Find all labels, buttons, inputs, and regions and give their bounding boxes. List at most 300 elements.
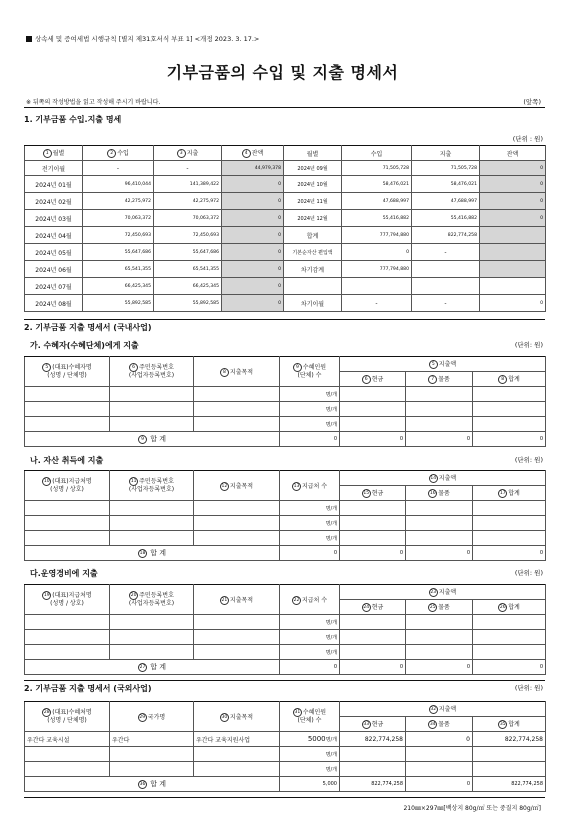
expense-cell: - xyxy=(154,161,222,176)
cash-cell: 822,774,258 xyxy=(340,732,406,747)
section2-title: 2. 기부금품 지출 명세서 (국내사업) xyxy=(24,323,152,332)
total-goods: 0 xyxy=(406,546,473,561)
table-row xyxy=(25,630,546,645)
item-number: 25 xyxy=(429,605,436,610)
count-cell: 명/개 xyxy=(280,747,340,762)
name-cell xyxy=(25,501,110,516)
month-cell: 2024년 12월 xyxy=(284,210,342,227)
month-cell: 2024년 02월 xyxy=(25,193,83,210)
item-number: 28 xyxy=(43,710,50,715)
item-number: 14 xyxy=(430,476,437,481)
item-number: 9 xyxy=(293,363,302,372)
overseas-spending-title: 2. 기부금품 지출 명세서 (국외사업) xyxy=(24,684,152,693)
purpose-cell xyxy=(194,417,280,432)
header-balance-2: 잔액 xyxy=(480,146,546,161)
purpose-cell xyxy=(194,615,280,630)
count-cell: 명/개 xyxy=(280,531,340,546)
month-cell: 차기감계 xyxy=(284,261,342,278)
item-number: 7 xyxy=(428,375,437,384)
id-cell xyxy=(110,402,194,417)
goods-cell: 0 xyxy=(406,732,473,747)
balance-cell: 44,979,378 xyxy=(222,161,284,176)
cash-cell xyxy=(340,615,406,630)
item-number: 36 xyxy=(139,781,146,787)
item-number: 17 xyxy=(499,491,506,496)
total-cash: 0 xyxy=(340,660,406,675)
income-cell: 71,505,728 xyxy=(342,161,412,176)
total-sum: 0 xyxy=(473,546,546,561)
header-spend: 32 지출액 xyxy=(340,702,546,717)
country-cell: 우간다 xyxy=(110,732,194,747)
month-cell: 2024년 05월 xyxy=(25,244,83,261)
sum-cell xyxy=(473,417,546,432)
asset-spending-title: 나. 자산 취득에 지출 xyxy=(30,456,104,465)
header-count: 13 지급처 수 xyxy=(280,471,340,501)
table-row xyxy=(25,531,546,546)
table-row xyxy=(25,278,546,295)
item-number: 5 xyxy=(42,363,51,372)
item-number: 30 xyxy=(221,714,228,720)
income-cell: 0 xyxy=(342,244,412,261)
header-month-2: 월별 xyxy=(284,146,342,161)
total-row xyxy=(25,660,546,675)
table-row xyxy=(25,732,546,747)
expense-cell: 66,425,345 xyxy=(154,278,222,295)
header-purpose: 30 지출목적 xyxy=(194,702,280,732)
total-goods: 0 xyxy=(406,777,473,792)
balance-cell: 0 xyxy=(222,295,284,312)
name-cell: 우간다 교육시설 xyxy=(25,732,110,747)
page-side-label: (앞쪽) xyxy=(523,98,541,106)
header-sum: 8 합계 xyxy=(473,372,546,387)
goods-cell xyxy=(406,645,473,660)
item-number: 27 xyxy=(139,664,146,670)
cash-cell xyxy=(340,630,406,645)
table-row xyxy=(25,387,546,402)
name-cell xyxy=(25,531,110,546)
month-cell: 기본순자산 편입액 xyxy=(284,244,342,261)
balance-cell: 0 xyxy=(222,210,284,227)
income-cell: 55,416,882 xyxy=(342,210,412,227)
table-row xyxy=(25,295,546,312)
count-cell: 명/개 xyxy=(280,501,340,516)
id-cell xyxy=(110,645,194,660)
income-cell: 65,541,355 xyxy=(83,261,154,278)
cash-cell xyxy=(340,501,406,516)
header-cash: 6 현금 xyxy=(340,372,406,387)
goods-cell xyxy=(406,516,473,531)
month-cell xyxy=(284,278,342,295)
income-cell: 72,450,693 xyxy=(83,227,154,244)
header-count: 31 수혜인원 (단체) 수 xyxy=(280,702,340,732)
overseas-spending-unit: (단위: 원) xyxy=(514,684,543,692)
cash-cell xyxy=(340,387,406,402)
item-number: 6 xyxy=(129,363,138,372)
purpose-cell xyxy=(194,645,280,660)
item-number: 13 xyxy=(293,483,300,489)
goods-cell xyxy=(406,501,473,516)
name-cell xyxy=(25,645,110,660)
balance-cell xyxy=(480,278,546,295)
name-cell xyxy=(25,630,110,645)
goods-cell xyxy=(406,387,473,402)
name-cell xyxy=(25,747,110,762)
header-goods: 16 물품 xyxy=(406,486,473,501)
table-header-row xyxy=(25,357,546,372)
income-cell: 42,275,972 xyxy=(83,193,154,210)
recipient-spending-table xyxy=(24,356,546,447)
header-spend: 14 지출액 xyxy=(340,471,546,486)
asset-spending-unit: (단위: 원) xyxy=(514,456,543,464)
id-cell xyxy=(110,630,194,645)
month-cell: 합계 xyxy=(284,227,342,244)
purpose-cell xyxy=(194,402,280,417)
recipient-spending-unit: (단위: 원) xyxy=(514,341,543,349)
count-cell: 명/개 xyxy=(280,402,340,417)
expense-cell xyxy=(412,278,480,295)
month-cell: 2024년 06월 xyxy=(25,261,83,278)
expense-cell: 141,389,422 xyxy=(154,176,222,193)
count-cell: 명/개 xyxy=(280,762,340,777)
count-cell: 명/개 xyxy=(280,417,340,432)
month-cell: 전기이월 xyxy=(25,161,83,176)
purpose-cell: 우간다 교육지원사업 xyxy=(194,732,280,747)
item-number: 24 xyxy=(363,605,370,610)
purpose-cell xyxy=(194,516,280,531)
goods-cell xyxy=(406,762,473,777)
header-cash: 33 현금 xyxy=(340,717,406,732)
header-name: 10 (대표)지급처명 (성명 / 상호) xyxy=(25,471,110,501)
balance-cell: 0 xyxy=(222,261,284,278)
total-sum: 822,774,258 xyxy=(473,777,546,792)
count-cell: 명/개 xyxy=(280,615,340,630)
balance-cell xyxy=(480,261,546,278)
total-row xyxy=(25,546,546,561)
sum-cell xyxy=(473,387,546,402)
table-row xyxy=(25,402,546,417)
recipient-spending-title: 가. 수혜자(수혜단체)에게 지출 xyxy=(30,341,139,350)
expense-cell: 65,541,355 xyxy=(154,261,222,278)
expense-cell: - xyxy=(412,244,480,261)
total-label: 9 합 계 xyxy=(25,432,280,447)
balance-cell xyxy=(480,227,546,244)
name-cell xyxy=(25,615,110,630)
income-cell: 70,063,372 xyxy=(83,210,154,227)
header-name: 5 (대표)수혜자명 (성명 / 단체명) xyxy=(25,357,110,387)
income-cell: 777,794,880 xyxy=(342,227,412,244)
header-name: 28 (대표)수혜처명 (성명 / 단체명) xyxy=(25,702,110,732)
item-number: 35 xyxy=(499,722,506,727)
header-spend: 5 지출액 xyxy=(340,357,546,372)
purpose-cell xyxy=(194,531,280,546)
id-cell xyxy=(110,501,194,516)
item-number: 20 xyxy=(130,593,137,598)
income-cell: 47,688,997 xyxy=(342,193,412,210)
item-number: 32 xyxy=(430,707,437,712)
cash-cell xyxy=(340,531,406,546)
form-reference-text: 상속세 및 증여세법 시행규칙 [별지 제31호서식 부표 1] <개정 2023. 3. 17.> xyxy=(35,35,260,43)
balance-cell: 0 xyxy=(480,210,546,227)
id-cell xyxy=(110,516,194,531)
goods-cell xyxy=(406,615,473,630)
table-row xyxy=(25,210,546,227)
header-purpose: 21 지출목적 xyxy=(194,585,280,615)
expense-cell: 47,688,997 xyxy=(412,193,480,210)
expense-cell: 55,892,585 xyxy=(154,295,222,312)
country-cell xyxy=(110,747,194,762)
expense-cell: 71,505,728 xyxy=(412,161,480,176)
cash-cell xyxy=(340,762,406,777)
income-cell: 777,794,880 xyxy=(342,261,412,278)
goods-cell xyxy=(406,402,473,417)
table-row xyxy=(25,193,546,210)
total-sum: 0 xyxy=(473,660,546,675)
operating-spending-table xyxy=(24,584,546,675)
item-number: 10 xyxy=(43,479,50,484)
item-number: 11 xyxy=(130,479,137,484)
sum-cell xyxy=(473,645,546,660)
header-purpose: 8 지출목적 xyxy=(194,357,280,387)
operating-spending-unit: (단위: 원) xyxy=(514,569,543,577)
month-cell: 2024년 07월 xyxy=(25,278,83,295)
month-cell: 2024년 10월 xyxy=(284,176,342,193)
id-cell xyxy=(110,531,194,546)
goods-cell xyxy=(406,747,473,762)
cash-cell xyxy=(340,747,406,762)
count-cell: 명/개 xyxy=(280,645,340,660)
item-number: 34 xyxy=(429,722,436,727)
goods-cell xyxy=(406,630,473,645)
item-number: 8 xyxy=(498,375,507,384)
purpose-cell xyxy=(194,747,280,762)
item-number: 8 xyxy=(220,368,229,377)
table-header-row xyxy=(25,146,546,161)
month-cell: 차기이월 xyxy=(284,295,342,312)
item-number: 9 xyxy=(138,435,147,444)
sum-cell xyxy=(473,531,546,546)
cash-cell xyxy=(340,417,406,432)
balance-cell: 0 xyxy=(480,161,546,176)
header-month: 1 월별 xyxy=(25,146,83,161)
item-number: 6 xyxy=(362,375,371,384)
income-cell: - xyxy=(342,295,412,312)
total-cash: 0 xyxy=(340,432,406,447)
total-count: 5,000 xyxy=(280,777,340,792)
id-cell xyxy=(110,417,194,432)
item-number: 29 xyxy=(139,714,146,720)
total-row xyxy=(25,777,546,792)
section3-divider xyxy=(24,680,545,681)
header-expense: 3 지출 xyxy=(154,146,222,161)
name-cell xyxy=(25,417,110,432)
purpose-cell xyxy=(194,762,280,777)
balance-cell: 0 xyxy=(222,278,284,295)
total-cash: 822,774,258 xyxy=(340,777,406,792)
month-cell: 2024년 09월 xyxy=(284,161,342,176)
sum-cell: 822,774,258 xyxy=(473,732,546,747)
count-cell: 5000명/개 xyxy=(280,732,340,747)
item-number: 16 xyxy=(429,491,436,496)
month-cell: 2024년 11월 xyxy=(284,193,342,210)
month-cell: 2024년 01월 xyxy=(25,176,83,193)
header-id-number: 11 주민등록번호 (사업자등록번호) xyxy=(110,471,194,501)
balance-cell: 0 xyxy=(222,227,284,244)
goods-cell xyxy=(406,417,473,432)
item-number: 23 xyxy=(430,590,437,595)
count-cell: 명/개 xyxy=(280,630,340,645)
header-goods: 34 물품 xyxy=(406,717,473,732)
balance-cell xyxy=(480,244,546,261)
total-label: 36 합 계 xyxy=(25,777,280,792)
table-row xyxy=(25,747,546,762)
header-cash: 15 현금 xyxy=(340,486,406,501)
header-sum: 26 합계 xyxy=(473,600,546,615)
table-row xyxy=(25,227,546,244)
overseas-spending-table xyxy=(24,701,546,792)
expense-cell xyxy=(412,261,480,278)
sum-cell xyxy=(473,501,546,516)
header-income: 2 수입 xyxy=(83,146,154,161)
total-sum: 0 xyxy=(473,432,546,447)
id-cell xyxy=(110,615,194,630)
month-cell: 2024년 04월 xyxy=(25,227,83,244)
form-reference xyxy=(26,34,259,43)
expense-cell: 55,416,882 xyxy=(412,210,480,227)
purpose-cell xyxy=(194,387,280,402)
total-label: 27 합 계 xyxy=(25,660,280,675)
id-cell xyxy=(110,387,194,402)
section1-title: 1. 기부금품 수입.지출 명세 xyxy=(24,115,122,124)
header-count: 22 지급처 수 xyxy=(280,585,340,615)
sum-cell xyxy=(473,615,546,630)
cash-cell xyxy=(340,516,406,531)
header-id-number: 20 주민등록번호 (사업자등록번호) xyxy=(110,585,194,615)
income-cell: 58,476,021 xyxy=(342,176,412,193)
balance-cell: 0 xyxy=(222,193,284,210)
header-divider xyxy=(24,107,545,108)
item-number: 12 xyxy=(221,483,228,489)
item-number: 26 xyxy=(499,605,506,610)
income-cell: 96,410,044 xyxy=(83,176,154,193)
table-header-row xyxy=(25,585,546,600)
expense-cell: 55,647,686 xyxy=(154,244,222,261)
header-sum: 35 합계 xyxy=(473,717,546,732)
income-cell: 55,892,585 xyxy=(83,295,154,312)
bottom-divider xyxy=(24,797,545,798)
expense-cell: 58,476,021 xyxy=(412,176,480,193)
header-purpose: 12 지출목적 xyxy=(194,471,280,501)
income-cell xyxy=(342,278,412,295)
income-cell: 55,647,686 xyxy=(83,244,154,261)
name-cell xyxy=(25,387,110,402)
purpose-cell xyxy=(194,630,280,645)
header-expense-2: 지출 xyxy=(412,146,480,161)
name-cell xyxy=(25,516,110,531)
cash-cell xyxy=(340,402,406,417)
total-row xyxy=(25,432,546,447)
header-goods: 25 물품 xyxy=(406,600,473,615)
total-goods: 0 xyxy=(406,660,473,675)
country-cell xyxy=(110,762,194,777)
total-cash: 0 xyxy=(340,546,406,561)
count-cell: 명/개 xyxy=(280,387,340,402)
total-count: 0 xyxy=(280,432,340,447)
table-row xyxy=(25,244,546,261)
count-cell: 명/개 xyxy=(280,516,340,531)
header-country: 29 국가명 xyxy=(110,702,194,732)
section2-divider xyxy=(24,319,545,320)
item-number: 15 xyxy=(363,491,370,496)
table-row xyxy=(25,762,546,777)
income-cell: - xyxy=(83,161,154,176)
month-cell: 2024년 08월 xyxy=(25,295,83,312)
sum-cell xyxy=(473,630,546,645)
header-spend: 23 지출액 xyxy=(340,585,546,600)
header-name: 19 (대표)지급처명 (성명 / 상호) xyxy=(25,585,110,615)
expense-cell: 70,063,372 xyxy=(154,210,222,227)
balance-cell: 0 xyxy=(222,244,284,261)
item-number: 22 xyxy=(293,597,300,603)
item-number: 18 xyxy=(139,550,146,556)
expense-cell: - xyxy=(412,295,480,312)
balance-cell: 0 xyxy=(222,176,284,193)
table-row xyxy=(25,261,546,278)
balance-cell: 0 xyxy=(480,176,546,193)
table-row xyxy=(25,501,546,516)
total-label: 18 합 계 xyxy=(25,546,280,561)
table-header-row xyxy=(25,471,546,486)
table-row xyxy=(25,161,546,176)
table-row xyxy=(25,645,546,660)
balance-cell: 0 xyxy=(480,193,546,210)
sum-cell xyxy=(473,402,546,417)
header-cash: 24 현금 xyxy=(340,600,406,615)
total-count: 0 xyxy=(280,660,340,675)
name-cell xyxy=(25,402,110,417)
document-title: 기부금품의 수입 및 지출 명세서 xyxy=(166,63,399,82)
header-id-number: 6 주민등록번호 (사업자등록번호) xyxy=(110,357,194,387)
header-balance: 4 잔액 xyxy=(222,146,284,161)
item-number: 31 xyxy=(294,710,301,715)
table-row xyxy=(25,516,546,531)
asset-spending-table xyxy=(24,470,546,561)
expense-cell: 72,450,693 xyxy=(154,227,222,244)
table-row xyxy=(25,417,546,432)
table-row xyxy=(25,615,546,630)
item-number: 5 xyxy=(429,360,438,369)
sum-cell xyxy=(473,516,546,531)
section1-unit: (단위 : 원) xyxy=(512,135,543,143)
expense-cell: 822,774,258 xyxy=(412,227,480,244)
goods-cell xyxy=(406,531,473,546)
instruction-note: ※ 뒤쪽의 작성방법을 읽고 작성해 주시기 바랍니다. xyxy=(26,99,161,106)
table-row xyxy=(25,176,546,193)
header-goods: 7 물품 xyxy=(406,372,473,387)
income-expense-table xyxy=(24,145,546,312)
total-count: 0 xyxy=(280,546,340,561)
expense-cell: 42,275,972 xyxy=(154,193,222,210)
square-bullet-icon xyxy=(26,36,32,42)
header-income-2: 수입 xyxy=(342,146,412,161)
header-count: 9 수혜인원 (단체) 수 xyxy=(280,357,340,387)
paper-spec: 210㎜×297㎜[백상지 80g/㎡ 또는 중질지 80g/㎡] xyxy=(403,805,541,812)
item-number: 19 xyxy=(43,593,50,598)
sum-cell xyxy=(473,762,546,777)
name-cell xyxy=(25,762,110,777)
month-cell: 2024년 03월 xyxy=(25,210,83,227)
cash-cell xyxy=(340,645,406,660)
header-sum: 17 합계 xyxy=(473,486,546,501)
